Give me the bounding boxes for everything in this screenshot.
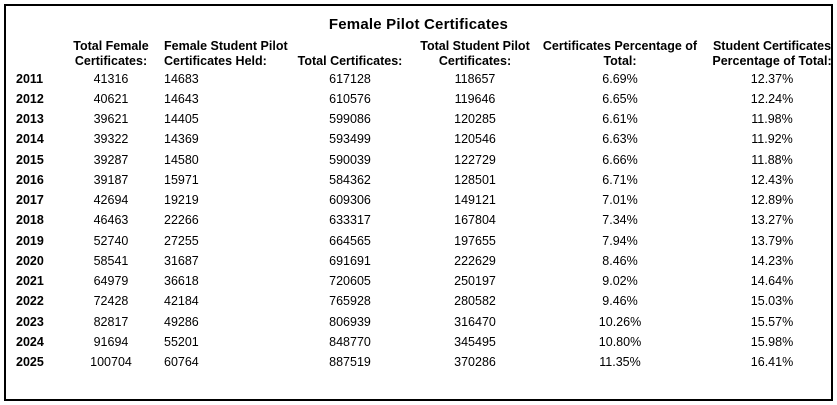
row-total-student-pilot-certificates: 222629 (454, 253, 496, 268)
row-student-certificates-percentage-of-total: 14.23% (750, 253, 794, 268)
row-total-student-pilot-certificates: 120546 (454, 132, 496, 147)
row-total-certificates: 593499 (329, 132, 371, 147)
row-certificates-percentage-of-total: 6.69% (602, 71, 638, 86)
table-row (16, 312, 837, 332)
row-student-certificates-percentage-of-total: 11.98% (751, 112, 793, 126)
row-total-female-certificates: 41316 (93, 71, 129, 86)
table-row (16, 170, 837, 190)
row-total-certificates: 765928 (329, 294, 371, 309)
table-body (16, 69, 837, 373)
row-certificates-percentage-of-total: 7.94% (602, 233, 638, 248)
table-row (16, 332, 837, 352)
row-female-student-pilot-certificates-held: 14683 (164, 71, 199, 86)
row-year: 2014 (16, 132, 44, 147)
row-total-student-pilot-certificates: 316470 (454, 314, 496, 329)
row-certificates-percentage-of-total: 8.46% (602, 253, 638, 268)
row-female-student-pilot-certificates-held: 42184 (164, 294, 199, 309)
column-header-female-student-pilot-certificates-held: Female Student Pilot Certificates Held: (164, 39, 288, 68)
row-female-student-pilot-certificates-held: 36618 (164, 274, 199, 288)
row-student-certificates-percentage-of-total: 11.92% (751, 132, 793, 147)
row-total-female-certificates: 39187 (93, 172, 129, 187)
row-total-female-certificates: 72428 (93, 294, 129, 309)
table-row (16, 150, 837, 170)
row-female-student-pilot-certificates-held: 19219 (164, 193, 199, 207)
row-year: 2024 (16, 334, 44, 349)
row-total-certificates: 633317 (329, 213, 371, 228)
row-female-student-pilot-certificates-held: 14369 (164, 132, 199, 147)
row-year: 2013 (16, 112, 44, 126)
row-certificates-percentage-of-total: 9.46% (602, 294, 638, 309)
row-total-female-certificates: 82817 (93, 314, 129, 329)
row-total-female-certificates: 91694 (93, 334, 129, 349)
female-pilot-certificates-table (16, 39, 837, 372)
row-female-student-pilot-certificates-held: 14643 (164, 91, 199, 106)
row-total-certificates: 610576 (329, 91, 371, 106)
row-year: 2018 (16, 213, 44, 228)
row-year: 2016 (16, 172, 44, 187)
row-total-certificates: 599086 (329, 112, 371, 126)
row-total-student-pilot-certificates: 149121 (454, 193, 496, 207)
row-student-certificates-percentage-of-total: 12.37% (750, 71, 794, 86)
row-student-certificates-percentage-of-total: 14.64% (750, 274, 794, 288)
column-header-student-certificates-percentage-of-total: Student Certificates Percentage of Total: (712, 39, 832, 68)
row-student-certificates-percentage-of-total: 13.27% (750, 213, 794, 228)
row-year: 2025 (16, 355, 44, 369)
row-certificates-percentage-of-total: 6.63% (602, 132, 638, 147)
row-year: 2022 (16, 294, 44, 309)
row-total-certificates: 720605 (329, 274, 371, 288)
table-row (16, 109, 837, 129)
row-student-certificates-percentage-of-total: 15.03% (750, 294, 794, 309)
row-year: 2015 (16, 152, 44, 167)
row-total-student-pilot-certificates: 280582 (454, 294, 496, 309)
row-female-student-pilot-certificates-held: 31687 (164, 253, 199, 268)
row-total-female-certificates: 39621 (93, 112, 129, 126)
document-body (6, 6, 831, 399)
row-year: 2012 (16, 91, 44, 106)
row-year: 2019 (16, 233, 44, 248)
row-total-certificates: 691691 (329, 253, 371, 268)
row-total-certificates: 617128 (329, 71, 371, 86)
column-header-total-student-pilot-certificates: Total Student Pilot Certificates: (420, 39, 530, 68)
row-total-student-pilot-certificates: 122729 (454, 152, 496, 167)
row-total-female-certificates: 39287 (93, 152, 129, 167)
row-female-student-pilot-certificates-held: 22266 (164, 213, 199, 228)
row-total-female-certificates: 39322 (93, 132, 129, 147)
row-total-student-pilot-certificates: 250197 (454, 274, 496, 288)
row-student-certificates-percentage-of-total: 15.98% (750, 334, 794, 349)
table-border-frame (4, 4, 833, 401)
table-row (16, 190, 837, 210)
row-total-student-pilot-certificates: 118657 (454, 71, 496, 86)
row-certificates-percentage-of-total: 6.71% (602, 172, 638, 187)
row-total-certificates: 806939 (329, 314, 371, 329)
row-total-certificates: 609306 (329, 193, 371, 207)
row-certificates-percentage-of-total: 7.34% (602, 213, 638, 228)
table-row (16, 352, 837, 372)
page-title: Female Pilot Certificates (328, 16, 509, 33)
row-total-student-pilot-certificates: 167804 (454, 213, 496, 228)
row-female-student-pilot-certificates-held: 49286 (164, 314, 199, 329)
row-total-certificates: 887519 (329, 355, 371, 369)
column-header-total-certificates: Total Certificates: (297, 53, 403, 68)
row-certificates-percentage-of-total: 6.66% (602, 152, 638, 167)
header-row (16, 39, 837, 69)
row-total-student-pilot-certificates: 120285 (454, 112, 496, 126)
row-certificates-percentage-of-total: 6.65% (602, 91, 638, 106)
row-student-certificates-percentage-of-total: 15.57% (750, 314, 794, 329)
row-total-student-pilot-certificates: 128501 (454, 172, 496, 187)
row-student-certificates-percentage-of-total: 12.24% (750, 91, 794, 106)
row-certificates-percentage-of-total: 6.61% (602, 112, 638, 126)
row-total-female-certificates: 42694 (93, 193, 129, 207)
table-row (16, 271, 837, 291)
row-female-student-pilot-certificates-held: 14580 (164, 152, 199, 167)
row-student-certificates-percentage-of-total: 16.41% (750, 355, 794, 369)
row-female-student-pilot-certificates-held: 15971 (164, 172, 199, 187)
row-certificates-percentage-of-total: 7.01% (602, 193, 638, 207)
row-student-certificates-percentage-of-total: 11.88% (751, 152, 793, 167)
table-row (16, 210, 837, 230)
column-header-year (16, 39, 58, 69)
row-student-certificates-percentage-of-total: 13.79% (750, 233, 794, 248)
table-row (16, 231, 837, 251)
row-total-student-pilot-certificates: 345495 (454, 334, 496, 349)
row-year: 2020 (16, 253, 44, 268)
column-header-certificates-percentage-of-total: Certificates Percentage of Total: (542, 39, 698, 68)
table-row (16, 129, 837, 149)
row-female-student-pilot-certificates-held: 27255 (164, 233, 199, 248)
table-row (16, 69, 837, 89)
row-total-female-certificates: 100704 (90, 355, 132, 369)
row-year: 2011 (16, 71, 44, 86)
row-total-certificates: 664565 (329, 233, 371, 248)
row-total-student-pilot-certificates: 370286 (454, 355, 496, 369)
column-header-total-female-certificates: Total Female Certificates: (73, 39, 149, 68)
row-certificates-percentage-of-total: 10.26% (598, 314, 642, 329)
table-row (16, 291, 837, 311)
row-student-certificates-percentage-of-total: 12.43% (750, 172, 794, 187)
row-female-student-pilot-certificates-held: 14405 (164, 112, 199, 126)
row-certificates-percentage-of-total: 10.80% (598, 334, 642, 349)
row-total-student-pilot-certificates: 197655 (454, 233, 496, 248)
row-student-certificates-percentage-of-total: 12.89% (750, 193, 794, 207)
row-total-female-certificates: 64979 (93, 274, 129, 288)
table-row (16, 89, 837, 109)
row-total-female-certificates: 46463 (93, 213, 129, 228)
row-female-student-pilot-certificates-held: 60764 (164, 355, 199, 369)
row-total-certificates: 590039 (329, 152, 371, 167)
row-female-student-pilot-certificates-held: 55201 (164, 334, 199, 349)
row-total-female-certificates: 52740 (93, 233, 129, 248)
row-total-female-certificates: 58541 (93, 253, 129, 268)
table-header (16, 39, 837, 69)
row-year: 2021 (16, 274, 44, 288)
row-total-certificates: 584362 (329, 172, 371, 187)
row-total-student-pilot-certificates: 119646 (454, 91, 496, 106)
row-certificates-percentage-of-total: 11.35% (599, 355, 641, 369)
row-total-female-certificates: 40621 (93, 91, 129, 106)
row-year: 2023 (16, 314, 44, 329)
row-certificates-percentage-of-total: 9.02% (602, 274, 638, 288)
row-total-certificates: 848770 (329, 334, 371, 349)
row-year: 2017 (16, 193, 44, 207)
table-row (16, 251, 837, 271)
